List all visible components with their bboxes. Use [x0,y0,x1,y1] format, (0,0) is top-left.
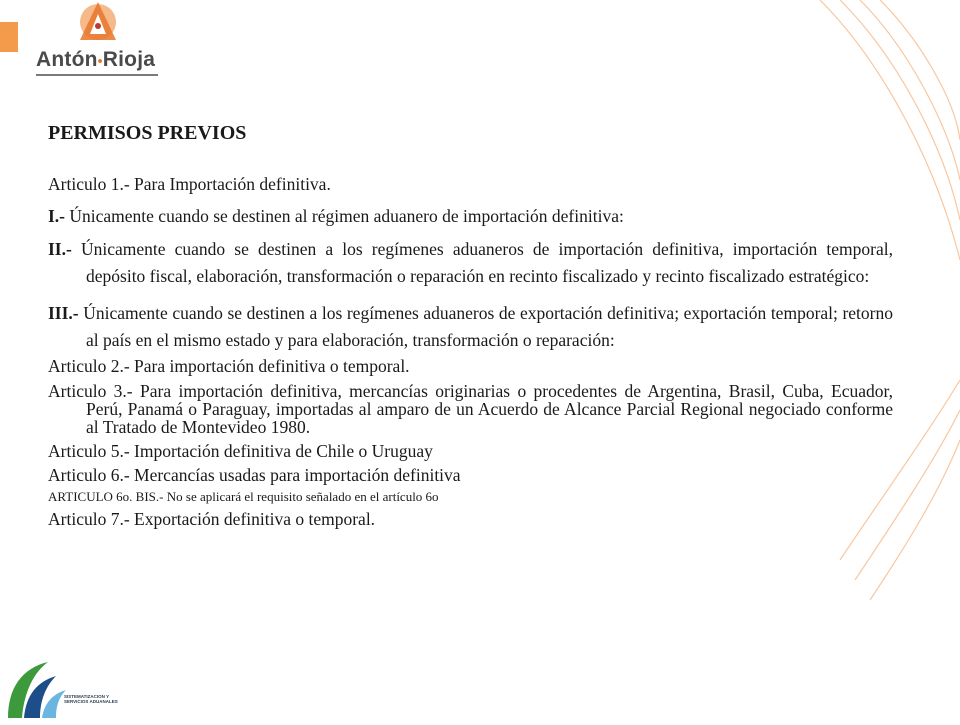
fraction-2-label: II.- [48,239,72,259]
fraction-1-label: I.- [48,206,66,226]
anton-rioja-logo [36,0,160,80]
fraction-3-text: Únicamente cuando se destinen a los regímenes aduaneros de exportación definitiva; exportación temporal; retorno al país en el mismo estado y para elaboración, transformación o reparación: [78,303,893,350]
footer-caption: SISTEMATIZACION Y SERVICIOS ADUANALES [64,694,118,704]
fraction-3-label: III.- [48,303,79,323]
page-title: PERMISOS PREVIOS [48,122,247,144]
brand-name: Antón•Rioja [36,48,156,71]
logo-underline [36,74,158,76]
article-3: Articulo 3.- Para importación definitiva, mercancías originarias o procedentes de Argentina, Brasil, Cuba, Ecuador, Perú, Panamá o Paraguay, importadas al amparo de un Acuerdo de Alcance Parcial Regional negociado conforme al Tratado de Montevideo 1980. [48,381,893,437]
fraction-2 [48,236,893,290]
fraction-1-text: Únicamente cuando se destinen al régimen aduanero de importación definitiva: [65,206,624,226]
article-2: Articulo 2.- Para importación definitiva o temporal. [48,356,410,376]
article-6-bis: ARTICULO 6o. BIS.- No se aplicará el requisito señalado en el artículo 6o [48,489,439,504]
footer-logo [0,648,120,720]
fraction-2-text: Únicamente cuando se destinen a los regímenes aduaneros de importación definitiva, importación temporal, depósito fiscal, elaboración, transformación o reparación en recinto fiscalizado y recinto fiscalizado estratégico: [71,239,893,286]
article-7: Articulo 7.- Exportación definitiva o temporal. [48,509,376,529]
logo-emblem-icon [36,0,160,50]
article-6: Articulo 6.- Mercancías usadas para importación definitiva [48,465,461,485]
document-body [48,120,893,531]
footer-emblem-icon [0,648,70,720]
article-1: Articulo 1.- Para Importación definitiva. [48,174,331,194]
article-5: Articulo 5.- Importación definitiva de Chile o Uruguay [48,441,433,461]
orange-corner-tab [0,22,18,52]
fraction-3 [48,300,893,354]
fraction-1 [48,204,893,228]
